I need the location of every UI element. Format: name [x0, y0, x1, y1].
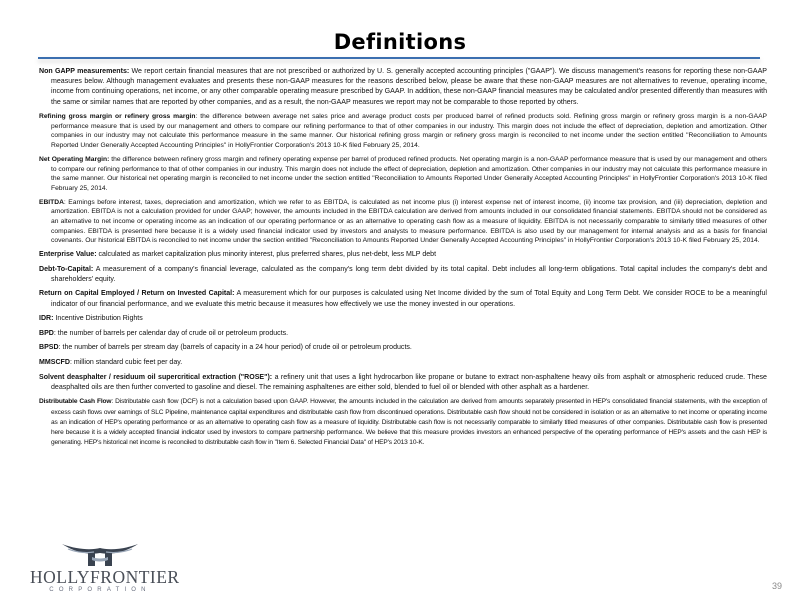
definition-term: Net Operating Margin:	[39, 155, 110, 163]
definition-text: : million standard cubic feet per day.	[69, 359, 183, 367]
hollyfrontier-logo-icon	[48, 541, 152, 567]
definition-roce	[39, 289, 767, 309]
logo-subtitle: CORPORATION	[49, 587, 151, 593]
definition-bpd	[39, 329, 767, 339]
definition-text: We report certain financial measures that are not prescribed or authorized by U. S. generally accepted accounting principles ("GAAP"). We discuss management's reasons for reporting these non-GAAP measures below. Although management evaluates and presents these non-GAAP measures for the reasons described below, please be aware that these non-GAAP measures are not alternatives to revenue, operating income, income from continuing operations, net income, or any other comparable operating measure prescribed by GAAP. In addition, these non-GAAP financial measures may be calculated and/or presented differently than measures with the same or similar names that are reported by other companies, and as a result, the non-GAAP measures we report may not be comparable to those reported by others.	[51, 68, 767, 106]
definition-term: Solvent deasphalter / residuum oil supercritical extraction ("ROSE"):	[39, 373, 273, 381]
definition-text: : the number of barrels per calendar day of crude oil or petroleum products.	[53, 329, 289, 337]
definition-mmscfd	[39, 358, 767, 368]
definitions-list	[39, 67, 767, 453]
definition-text: A measurement of a company's financial leverage, calculated as the company's long term debt divided by its total capital. Debt includes all long-term obligations. Total capital includes the company's debt and shareholders' equity.	[51, 265, 767, 283]
definition-distributable-cash-flow	[39, 397, 767, 448]
definition-term: Non GAPP measurements:	[39, 68, 130, 75]
definition-text: A measurement which for our purposes is calculated using Net Income divided by the sum of Total Equity and Long Term Debt. We consider ROCE to be a meaningful indicator of our financial performance, and we evaluate this metric because it measures how effectively we use the money invested in our operations.	[51, 290, 767, 308]
definition-non-gaap	[39, 67, 767, 108]
definition-debt-to-capital	[39, 265, 767, 285]
definition-text: : Earnings before interest, taxes, depreciation and amortization, which we refer to as EBITDA, is calculated as net income plus (i) interest expense net of interest income, (ii) income tax provision, and (iii) depreciation, depletion and amortization. EBITDA is not a calculation provided for under GAAP; however, the amounts included in the EBITDA calculation are derived from amounts included in our consolidated financial statements. EBITDA should not be considered as an alternative to net income or operating income as an indication of our operating performance or as an alternative to operating cash flow as a measure of liquidity. EBITDA is not necessarily comparable to similarly titled measures of other companies. EBITDA is presented here because it is a widely used financial indicator used by investors and analysts to measure performance. EBITDA is also used by our management for internal analysis and as a basis for financial covenants. Our historical EBITDA is reconciled to net income under the section entitled "Reconciliation to Amounts Reported Under Generally Accepted Accounting Principles" in HollyFrontier Corporation's 2013 10-K filed February 25, 2014.	[51, 198, 767, 245]
page-number: 39	[771, 581, 782, 591]
definition-term: Refining gross margin or refinery gross margin	[39, 113, 196, 121]
page-title: Definitions	[333, 30, 467, 54]
definition-term: BPSD	[39, 344, 59, 352]
definition-refining-gross-margin	[39, 112, 767, 150]
definition-idr	[39, 314, 767, 324]
title-divider	[38, 57, 760, 59]
definition-text: : the number of barrels per stream day (barrels of capacity in a 24 hour period) of crude oil or petroleum products.	[58, 344, 412, 352]
definition-term: Enterprise Value:	[39, 251, 97, 259]
definition-term: Debt-To-Capital:	[39, 265, 94, 273]
definition-term: IDR:	[39, 315, 54, 323]
definition-term: EBITDA	[39, 198, 64, 206]
company-logo	[30, 541, 180, 599]
definition-term: BPD	[39, 329, 54, 337]
definition-bpsd	[39, 343, 767, 353]
definition-text: : the difference between average net sales price and average product costs per produced barrel of refined products sold. Refining gross margin or refinery gross margin is a non-GAAP performance measure that is used by our management and others to compare our refining performance to that of other companies in our industry. This margin does not include the effect of depreciation, depletion and amortization. Other companies in our industry may not calculate this performance measure in the same manner. Our historical refining gross margin or refinery gross margin is reconciled to net income under the section entitled "Reconciliation to Amounts Reported Under Generally Accepted Accounting Principles" in HollyFrontier Corporation's 2013 10-K filed February 25, 2014.	[51, 113, 767, 149]
definition-ebitda	[39, 198, 767, 246]
definition-term: MMSCFD	[39, 359, 70, 367]
definition-text: a refinery unit that uses a light hydrocarbon like propane or butane to extract non-asphaltene heavy oils from asphalt or atmospheric reduced crude. These deasphalted oils are then further converted to gasoline and diesel. The remaining asphaltenes are either sold, blended to fuel oil or blended with other asphalt as a hardener.	[51, 373, 767, 391]
definition-text: the difference between refinery gross margin and refinery operating expense per barrel of produced refined products. Net operating margin is a non-GAAP performance measure that is used by our management and others to compare our refining performance to that of other companies in our industry. This margin does not include the effect of depreciation, depletion and amortization. Other companies in our industry may not calculate this performance measure in the same manner. Our historical net operating margin is reconciled to net income under the section entitled "Reconciliation to Amounts Reported Under Generally Accepted Accounting Principles" in HollyFrontier Corporation's 2013 10-K filed February 25, 2014.	[51, 155, 767, 192]
definition-term: Distributable Cash Flow	[39, 398, 112, 406]
definition-text: : Distributable cash flow (DCF) is not a calculation based upon GAAP. However, the amounts included in the calculation are derived from amounts separately presented in HEP's consolidated financial statements, with the exception of excess cash flows over earnings of SLC Pipeline, maintenance capital expenditures and distributable cash flow from discontinued operations. Distributable cash flow should not be considered in isolation or as an alternative to net income or operating income as an indication of HEP's operating performance or as an alternative to operating cash flow as a measure of liquidity. Distributable cash flow is not necessarily comparable to similarly titled measures of other companies. Distributable cash flow is presented here because it is a widely accepted financial indicator used by investors to compare partnership performance. We believe that this measure provides investors an enhanced perspective of the operating performance of HEP's assets and the cash HEP is generating. HEP's historical net income is reconciled to distributable cash flow in "Item 6. Selected Financial Data" of HEP's 2013 10-K.	[51, 398, 767, 447]
logo-wordmark: HOLLYFRONTIER	[30, 567, 180, 587]
definition-text: Incentive Distribution Rights	[53, 315, 143, 323]
definition-net-operating-margin	[39, 155, 767, 193]
definition-rose	[39, 373, 767, 393]
definition-term: Return on Capital Employed / Return on Invested Capital:	[39, 290, 235, 298]
definition-text: calculated as market capitalization plus minority interest, plus preferred shares, plus net-debt, less MLP debt	[96, 251, 437, 259]
definition-enterprise-value	[39, 250, 767, 260]
